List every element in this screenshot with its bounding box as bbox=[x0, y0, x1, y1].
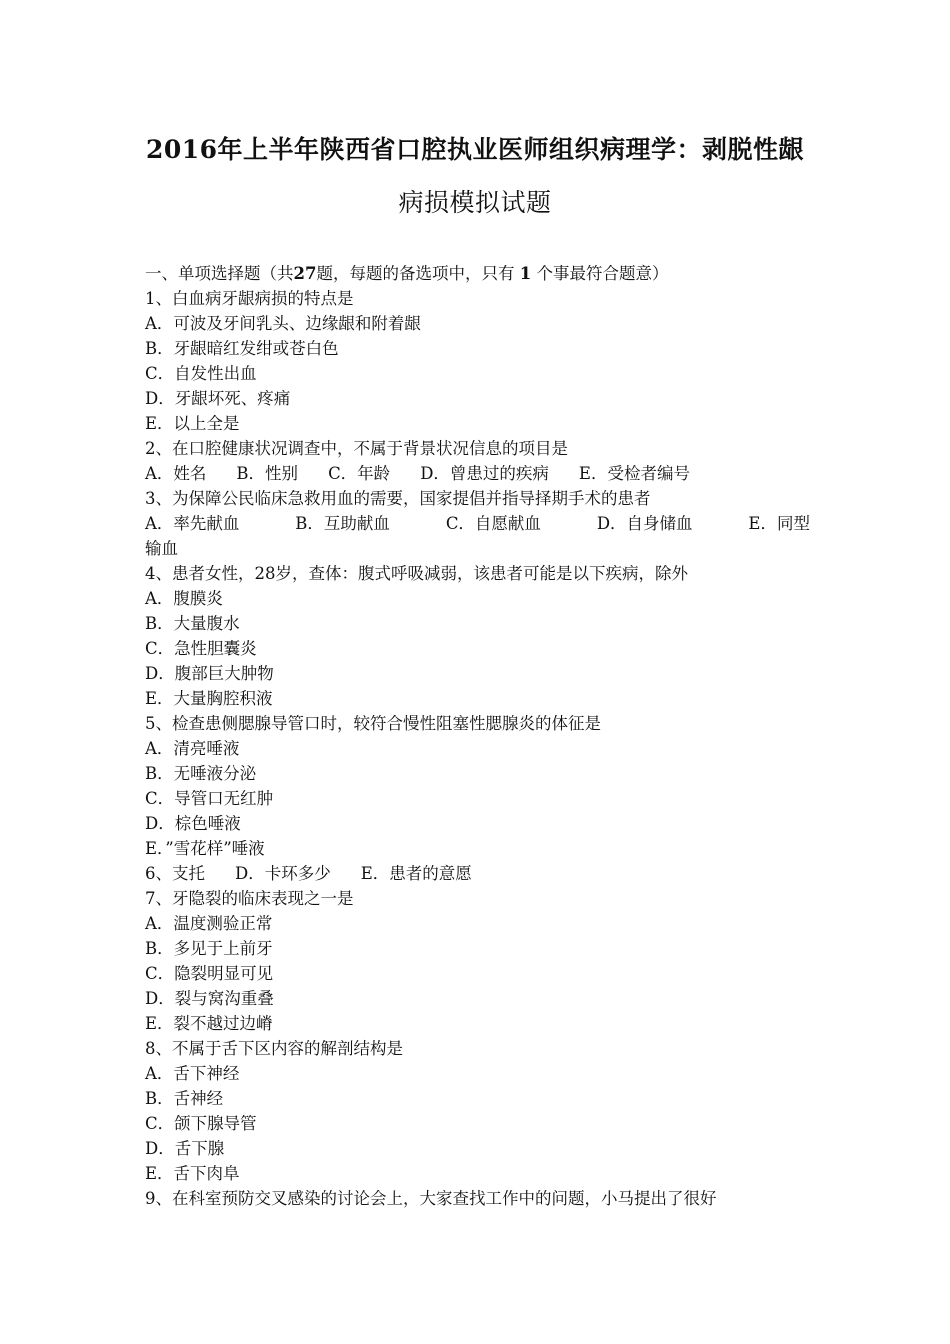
question-stem: 9、在科室预防交叉感染的讨论会上，大家查找工作中的问题，小马提出了很好 bbox=[145, 1189, 717, 1208]
option-e: E．裂不越过边嵴 bbox=[145, 1014, 273, 1033]
question-stem: 5、检查患侧腮腺导管口时，较符合慢性阻塞性腮腺炎的体征是 bbox=[145, 714, 601, 733]
option-a: A．清亮唾液 bbox=[145, 739, 240, 758]
option-a: A．可波及牙间乳头、边缘龈和附着龈 bbox=[145, 314, 421, 333]
option-e: E．受检者编号 bbox=[578, 464, 690, 483]
option-a: A．舌下神经 bbox=[145, 1064, 240, 1083]
options-row bbox=[145, 511, 810, 536]
option-c: C．自发性出血 bbox=[145, 364, 257, 383]
option-a: A．姓名 bbox=[145, 464, 207, 483]
section-prefix: 一、单项选择题（共 bbox=[145, 264, 294, 283]
option-a: A．温度测验正常 bbox=[145, 914, 273, 933]
section-mid: 题，每题的备选项中，只有 bbox=[316, 264, 515, 283]
option-d: D．腹部巨大肿物 bbox=[145, 664, 274, 683]
option-d: D．裂与窝沟重叠 bbox=[145, 989, 274, 1008]
option-d: D．棕色唾液 bbox=[145, 814, 241, 833]
option-b: B．舌神经 bbox=[145, 1089, 224, 1108]
option-a: A．率先献血 bbox=[145, 514, 240, 533]
option-c: C．隐裂明显可见 bbox=[145, 964, 274, 983]
option-e: E．以上全是 bbox=[145, 414, 240, 433]
option-e: E．舌下肉阜 bbox=[145, 1164, 240, 1183]
document-title-line-1: 2016年上半年陕西省口腔执业医师组织病理学：剥脱性龈 bbox=[145, 135, 805, 164]
question-stem: 1、白血病牙龈病损的特点是 bbox=[145, 289, 354, 308]
option-a: A．腹膜炎 bbox=[145, 589, 223, 608]
options-row bbox=[145, 861, 810, 886]
answer-count: 1 bbox=[519, 264, 532, 283]
option-e: E．同型 bbox=[748, 514, 810, 533]
option-c: C．颌下腺导管 bbox=[145, 1114, 257, 1133]
section-heading bbox=[145, 261, 810, 286]
option-b: B．牙龈暗红发绀或苍白色 bbox=[145, 339, 339, 358]
option-b: B．性别 bbox=[236, 464, 299, 483]
question-stem: 3、为保障公民临床急救用血的需要，国家提倡并指导择期手术的患者 bbox=[145, 489, 651, 508]
option-b: B．互助献血 bbox=[295, 514, 390, 533]
option-c: C．年龄 bbox=[328, 464, 391, 483]
document-body bbox=[145, 261, 810, 1211]
option-e: E．”雪花样”唾液 bbox=[145, 839, 265, 858]
option-d: D．舌下腺 bbox=[145, 1139, 225, 1158]
option-d: D．卡环多少 bbox=[235, 864, 331, 883]
document-title-line-2: 病损模拟试题 bbox=[398, 188, 552, 217]
options-row bbox=[145, 461, 810, 486]
option-c: C．自愿献血 bbox=[445, 514, 541, 533]
option-c: C．导管口无红肿 bbox=[145, 789, 274, 808]
option-d: D．曾患过的疾病 bbox=[420, 464, 549, 483]
question-stem: 4、患者女性，28岁，查体：腹式呼吸减弱，该患者可能是以下疾病，除外 bbox=[145, 564, 688, 583]
option-b: B．大量腹水 bbox=[145, 614, 240, 633]
option-d: D．牙龈坏死、疼痛 bbox=[145, 389, 291, 408]
question-stem: 8、不属于舌下区内容的解剖结构是 bbox=[145, 1039, 403, 1058]
option-c: C．急性胆囊炎 bbox=[145, 639, 257, 658]
question-count: 27 bbox=[293, 264, 317, 283]
question-stem: 7、牙隐裂的临床表现之一是 bbox=[145, 889, 354, 908]
option-b: B．无唾液分泌 bbox=[145, 764, 257, 783]
option-b: B．多见于上前牙 bbox=[145, 939, 273, 958]
option-e: E．大量胸腔积液 bbox=[145, 689, 273, 708]
option-e: E．患者的意愿 bbox=[360, 864, 472, 883]
question-stem: 6、支托 bbox=[145, 864, 205, 883]
section-suffix: 个事最符合题意） bbox=[536, 264, 669, 283]
option-d: D．自身储血 bbox=[596, 514, 693, 533]
option-e-continued: 输血 bbox=[145, 539, 178, 558]
question-stem: 2、在口腔健康状况调查中，不属于背景状况信息的项目是 bbox=[145, 439, 568, 458]
